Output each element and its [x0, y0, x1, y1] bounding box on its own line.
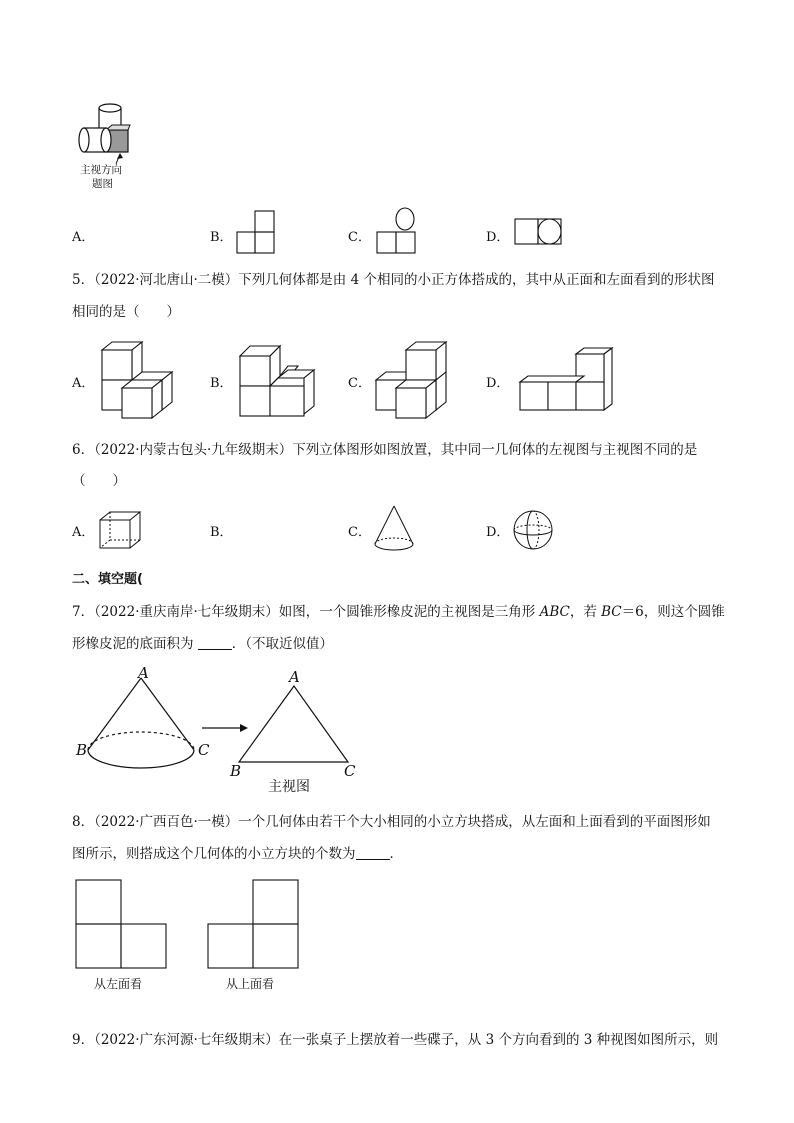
q7-text-3: ＝6，则这个圆锥 [621, 604, 725, 620]
q4-option-b[interactable]: B． [210, 230, 233, 245]
q5-option-d[interactable]: D． [486, 376, 510, 391]
q5-option-d-figure [518, 346, 616, 412]
q5-option-b[interactable]: B． [210, 376, 233, 391]
q5-option-a-figure [100, 340, 182, 422]
q7-text-1: 7．（2022·重庆南岸·七年级期末）如图，一个圆锥形橡皮泥的主视图是三角形 [72, 604, 540, 620]
q7-triangle-figure [236, 680, 356, 770]
q4-caption-2: 题图 [92, 178, 113, 190]
q6-option-a[interactable]: A． [72, 525, 95, 540]
q8-caption-left: 从左面看 [94, 977, 143, 991]
q6-option-d[interactable]: D． [486, 525, 510, 540]
q7-text-abc: ABC [539, 604, 570, 620]
q7-stem-line1 [72, 602, 725, 622]
q8-answer-blank[interactable] [356, 845, 390, 860]
q4-option-b-figure [236, 210, 276, 254]
q7-text-4: 形橡皮泥的底面积为 [72, 636, 198, 652]
section-title-fill-in: 二、填空题( [72, 572, 143, 587]
q8-stem-line1: 8．（2022·广西百色·一模）一个几何体由若干个大小相同的小立方块搭成，从左面和上面看到的平面图形如 [72, 814, 711, 830]
q7-stem-line2 [72, 634, 333, 654]
q7-caption: 主视图 [268, 779, 310, 795]
q5-option-c-figure [374, 340, 458, 422]
q6-stem-line1: 6．（2022·内蒙古包头·九年级期末）下列立体图形如图放置，其中同一几何体的左视图与主视图不同的是 [72, 442, 698, 458]
q6-option-b[interactable]: B． [210, 525, 233, 540]
q7-tri-label-a: A [289, 668, 300, 686]
q7-text-5: ．（不取近似值） [231, 636, 334, 652]
q6-option-c-figure [372, 504, 416, 552]
q7-cone-label-c: C [198, 741, 210, 759]
q5-stem-line2: 相同的是（ ） [72, 304, 180, 320]
q4-option-a[interactable]: A． [72, 230, 95, 245]
q7-tri-label-c: C [344, 762, 356, 780]
q7-cone-label-a: A [138, 664, 149, 682]
q6-option-d-figure [512, 509, 554, 551]
q7-cone-figure [70, 664, 220, 784]
q4-option-c[interactable]: C． [348, 230, 371, 245]
q8-text-2: ． [389, 846, 403, 862]
q7-cone-label-b: B [76, 741, 88, 759]
q8-caption-top: 从上面看 [226, 977, 275, 991]
q7-text-2: ，若 [569, 604, 602, 620]
q7-answer-blank[interactable] [198, 635, 232, 650]
q6-option-a-figure [98, 510, 144, 550]
q5-option-c[interactable]: C． [348, 376, 371, 391]
q9-stem-line1: 9．（2022·广东河源·七年级期末）在一张桌子上摆放着一些碟子，从 3 个方向看到的 3 种视图如图所示，则 [72, 1032, 719, 1048]
q5-stem-line1: 5．（2022·河北唐山·二模）下列几何体都是由 4 个相同的小正方体搭成的，其中从正面和左面看到的形状图 [72, 272, 715, 288]
q4-option-d[interactable]: D． [486, 230, 510, 245]
q8-text-1: 图所示，则搭成这个几何体的小立方块的个数为 [72, 846, 356, 862]
q5-option-b-figure [238, 344, 320, 418]
q8-top-view-figure [206, 878, 302, 970]
q6-option-c[interactable]: C． [348, 525, 371, 540]
q8-left-view-figure [74, 878, 170, 970]
q7-text-bc: BC [601, 604, 622, 620]
q4-option-d-figure [514, 218, 564, 246]
q6-stem-line2: （ ） [72, 473, 126, 489]
q4-caption-1: 主视方向 [80, 164, 122, 176]
q7-tri-label-b: B [230, 762, 242, 780]
q5-option-a[interactable]: A． [72, 376, 95, 391]
q8-stem-line2 [72, 844, 403, 864]
q4-option-c-figure [376, 207, 418, 255]
